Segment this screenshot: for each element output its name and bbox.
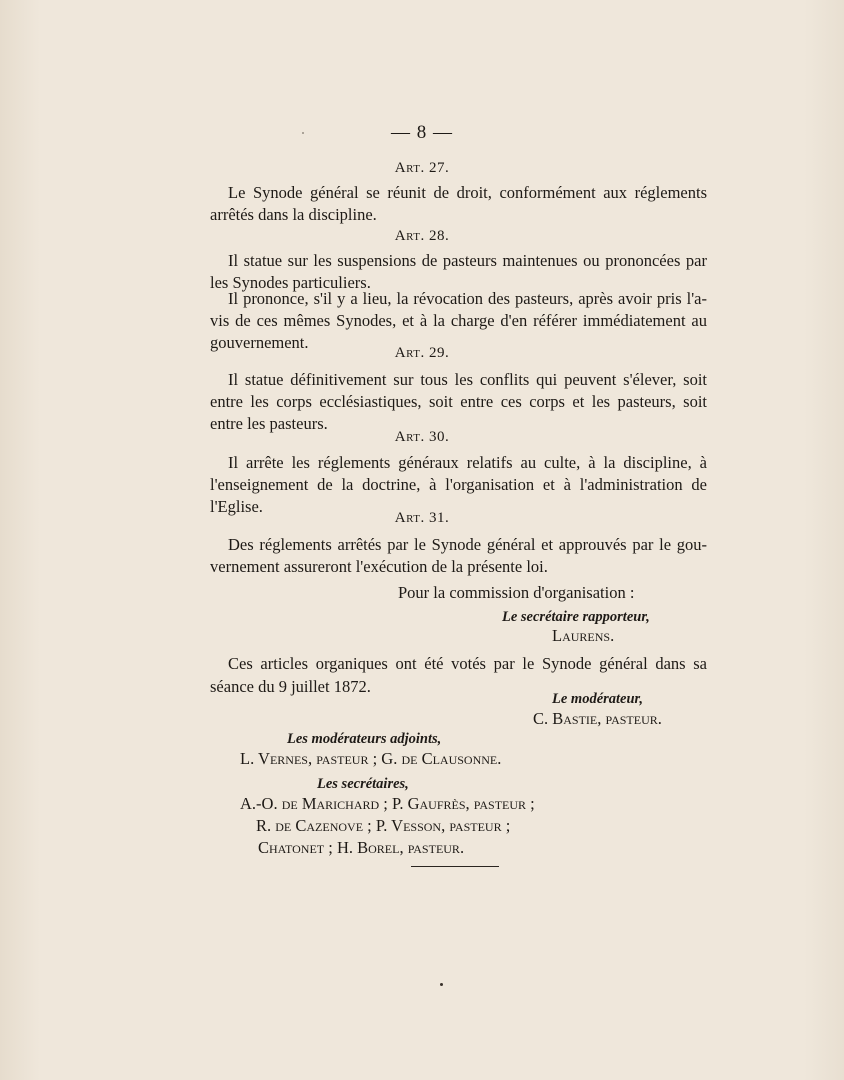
adjoints-role: Les modérateurs adjoints,: [287, 731, 442, 747]
article-28-line-3: Il prononce, s'il y a lieu, la révocation des pasteurs, après avoir pris l'a-: [228, 289, 707, 308]
secretaries-line-2: R. de Cazenove ; P. Vesson, pasteur ;: [256, 816, 511, 835]
moderator-name: C. Bastie, pasteur.: [533, 709, 662, 728]
secretaries-line-1: A.-O. de Marichard ; P. Gaufrès, pasteur ;: [240, 794, 535, 813]
vote-line-2: séance du 9 juillet 1872.: [210, 677, 371, 696]
article-28-line-5: gouvernement.: [210, 333, 309, 352]
page-number: — 8 —: [391, 122, 453, 143]
vote-line-1: Ces articles organiques ont été votés par le Synode général dans sa: [228, 654, 707, 673]
article-30-line-3: l'Eglise.: [210, 497, 263, 516]
ink-speck: [440, 983, 443, 986]
article-27-line-1: Le Synode général se réunit de droit, conformément aux réglements: [228, 183, 707, 202]
article-28-line-2: les Synodes particuliers.: [210, 273, 371, 292]
article-29-line-1: Il statue définitivement sur tous les conflits qui peuvent s'élever, soit: [228, 370, 707, 389]
article-27-line-2: arrêtés dans la discipline.: [210, 205, 377, 224]
article-29-heading: Art. 29.: [394, 345, 450, 361]
article-28-heading: Art. 28.: [394, 228, 450, 244]
commission-role: Le secrétaire rapporteur,: [502, 609, 650, 625]
closing-rule: [411, 866, 499, 867]
commission-line: Pour la commission d'organisation :: [398, 583, 635, 602]
article-28-line-1: Il statue sur les suspensions de pasteurs maintenues ou prononcées par: [228, 251, 707, 270]
adjoints-names: L. Vernes, pasteur ; G. de Clausonne.: [240, 749, 502, 768]
commission-name: Laurens.: [552, 626, 615, 645]
article-30-line-2: l'enseignement de la doctrine, à l'organisation et à l'administration de: [210, 475, 707, 494]
article-30-line-1: Il arrête les réglements généraux relatifs au culte, à la discipline, à: [228, 453, 707, 472]
article-31-heading: Art. 31.: [394, 510, 450, 526]
ink-speck-small: [302, 132, 304, 134]
secretaries-line-3: Chatonet ; H. Borel, pasteur.: [258, 838, 465, 857]
article-30-heading: Art. 30.: [394, 429, 450, 445]
secretaries-role: Les secrétaires,: [317, 776, 409, 792]
article-27-heading: Art. 27.: [394, 160, 450, 176]
article-31-line-2: vernement assureront l'exécution de la présente loi.: [210, 557, 548, 576]
article-29-line-2: entre les corps ecclésiastiques, soit entre ces corps et les pasteurs, soit: [210, 392, 707, 411]
article-31-line-1: Des réglements arrêtés par le Synode général et approuvés par le gou-: [228, 535, 707, 554]
moderator-role: Le modérateur,: [552, 691, 644, 707]
article-28-line-4: vis de ces mêmes Synodes, et à la charge d'en référer immédiatement au: [210, 311, 707, 330]
article-29-line-3: entre les pasteurs.: [210, 414, 328, 433]
